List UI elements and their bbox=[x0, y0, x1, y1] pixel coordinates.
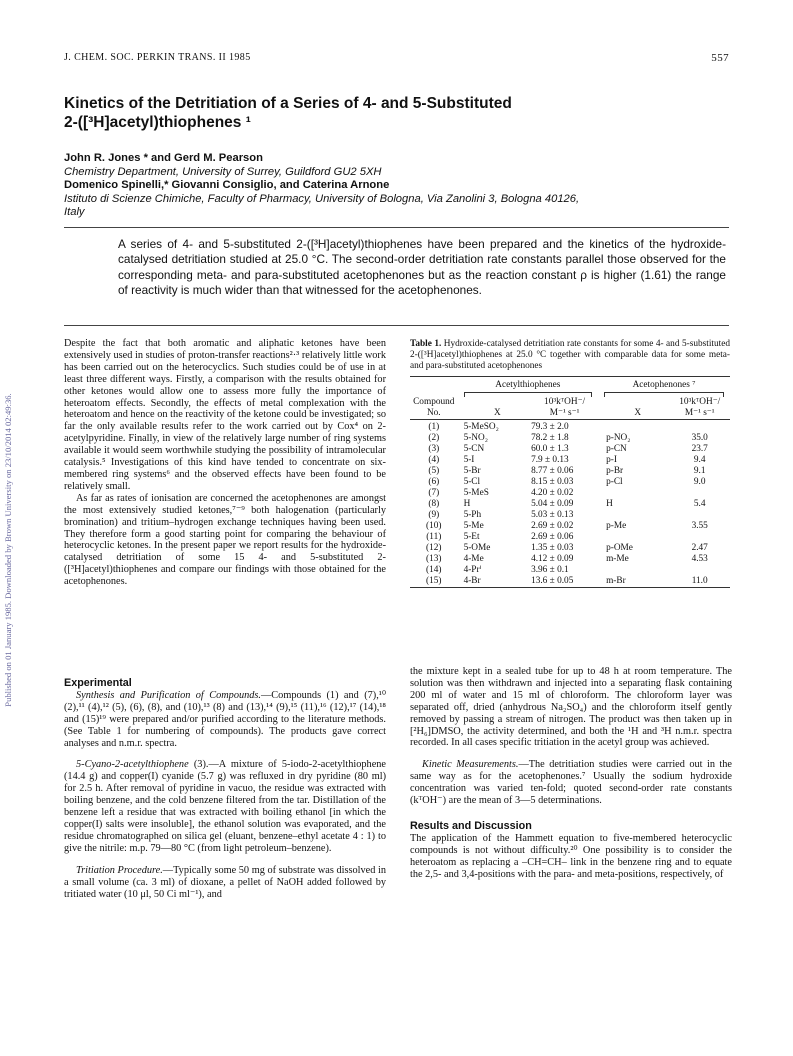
author-block bbox=[64, 152, 744, 220]
substituent: 5-Ph bbox=[463, 510, 482, 520]
rate-constant: 2.69 ± 0.06 bbox=[531, 532, 574, 542]
kinetic-subheading: Kinetic Measurements. bbox=[422, 759, 519, 771]
table-row bbox=[410, 510, 730, 521]
acetophenone-rate-constant: 5.4 bbox=[693, 499, 706, 509]
compound-number: (15) bbox=[426, 576, 442, 586]
results-paragraph: The application of the Hammett equation to five-membered heterocyclic compounds is not without difficulty.²⁰ One possibility is to consider the heteroatom as replacing a –CH=CH– link in the benzene ring and to equate the 2,5- and 3,4-positions with the para- and meta-positions, respectively, of bbox=[410, 832, 732, 880]
acetophenone-substituent: p-Br bbox=[606, 466, 624, 476]
acetophenone-substituent: m-Me bbox=[606, 554, 629, 564]
group-acetophenones: Acetophenones ⁷ bbox=[598, 377, 730, 398]
affiliation-2: Istituto di Scienze Chimiche, Faculty of Pharmacy, University of Bologna, Via Zanolini 3, Bologna 40126, bbox=[64, 192, 580, 205]
rate-constant: 7.9 ± 0.13 bbox=[531, 455, 569, 465]
tritiation-subheading: Tritiation Procedure. bbox=[76, 864, 163, 876]
acetophenone-rate-constant: 9.1 bbox=[693, 466, 706, 476]
rate-constant: 79.3 ± 2.0 bbox=[531, 422, 569, 432]
running-header bbox=[64, 52, 729, 66]
substituent: 5-NO₂ bbox=[463, 433, 488, 443]
table-row bbox=[410, 499, 730, 510]
compound-number: (14) bbox=[426, 565, 442, 575]
acetophenone-rate-constant: 11.0 bbox=[691, 576, 708, 586]
synthesis-paragraph: —Compounds (1) and (7),¹⁰ (2),¹¹ (4),¹² (5), (6), (8), and (10),¹³ (8) and (13),¹⁴ (9),¹⁵ (11),¹⁶ (12),¹⁷ (14),¹⁸ and (15)¹⁹ were prepared and/or purified according to the literature methods. (See Table 1 for numbering of compounds). The products gave correct analyses and n.m.r. spectra. bbox=[64, 689, 386, 749]
table-row bbox=[410, 532, 730, 543]
table-caption-label: Table 1. bbox=[410, 339, 442, 349]
rate-constant: 8.77 ± 0.06 bbox=[531, 466, 574, 476]
table-row bbox=[410, 543, 730, 554]
acetophenone-substituent bbox=[598, 422, 669, 433]
table-1 bbox=[410, 339, 730, 589]
authors-line-2: Domenico Spinelli,* Giovanni Consiglio, and Caterina Arnone bbox=[64, 179, 390, 192]
intro-section bbox=[64, 338, 386, 588]
authors-line-1: John R. Jones * and Gerd M. Pearson bbox=[64, 152, 263, 164]
table-row bbox=[410, 455, 730, 466]
compound-number: (9) bbox=[428, 510, 440, 520]
table-row bbox=[410, 565, 730, 576]
header-x: X bbox=[493, 408, 501, 418]
acetophenone-substituent: p-CN bbox=[606, 444, 627, 454]
substituent: 5-Cl bbox=[463, 477, 481, 487]
rate-constant: 3.96 ± 0.1 bbox=[531, 565, 569, 575]
table-row bbox=[410, 444, 730, 455]
compound-number: (13) bbox=[426, 554, 442, 564]
rate-constant: 5.03 ± 0.13 bbox=[531, 510, 574, 520]
acetophenone-substituent: p-I bbox=[606, 455, 617, 465]
download-watermark-text: Published on 01 January 1985. Downloaded by Brown University on 23/10/2014 02:49:36. bbox=[3, 393, 13, 707]
compound-number: (11) bbox=[426, 532, 442, 542]
substituent: 5-MeS bbox=[463, 488, 489, 498]
acetophenone-rate-constant bbox=[669, 532, 730, 543]
compound-number: (5) bbox=[428, 466, 440, 476]
substituent: 5-OMe bbox=[463, 543, 491, 553]
compound-number: (4) bbox=[428, 455, 440, 465]
download-watermark bbox=[2, 190, 14, 910]
table-caption-text: Hydroxide-catalysed detritiation rate constants for some 4- and 5-substituted 2-([³H]acetyl)thiophenes at 25.0 °C together with comparable data for some meta- and para-substituted acetophenones bbox=[410, 339, 730, 371]
article-title bbox=[64, 94, 704, 132]
rate-constant: 60.0 ± 1.3 bbox=[531, 444, 569, 454]
acetophenone-substituent: p-OMe bbox=[606, 543, 633, 553]
title-line-1: Kinetics of the Detritiation of a Series of 4- and 5-Substituted bbox=[64, 95, 512, 112]
tritiation-paragraph: —Typically some 50 mg of substrate was dissolved in a small volume (ca. 3 ml) of dioxane, a pellet of NaOH added followed by tritiated water (10 μl, 50 Ci ml⁻¹), and bbox=[64, 864, 386, 900]
acetophenone-rate-constant: 9.0 bbox=[693, 477, 706, 487]
title-line-2: 2-([³H]acetyl)thiophenes ¹ bbox=[64, 114, 251, 131]
divider-abstract bbox=[64, 325, 729, 326]
acetophenone-rate-constant: 9.4 bbox=[693, 455, 706, 465]
intro-paragraph-1: Despite the fact that both aromatic and aliphatic ketones have been extensively used in studies of proton-transfer reactions²·³ relatively little work has been carried out on the heterocyclics. Such studies could be of use in at least three different ways. Firstly, a comparison with the results obtained for other ketones would allow one to assess more fully the importance of heteroatom effects. Secondly, the effects of metal complexation with the heteroatom and hence on the reactivity of the ketone could be investigated; so far the only available results refer to the work carried out by Cox⁴ on 2-acetylpyridine. Finally, in view of the relatively large number of ring systems available it would seem worthwhile studying the possibility of intramolecular catalysis.⁵ Investigations of this kind have tended to concentrate on six-membered ring systems⁶ and the observed effects have been found to be relatively small. bbox=[64, 338, 386, 492]
acetophenone-rate-constant bbox=[669, 565, 730, 576]
intro-paragraph-2: As far as rates of ionisation are concerned the acetophenones are amongst the most extensively studied ketones,⁷⁻⁹ both halogenation (particularly bromination) and tritium–hydrogen exchange techniques having been used. They therefore form a good starting point for comparing the behaviour of heterocyclic ketones. In the present paper we report results for the hydroxide-catalysed detritiation of some 15 4- and 5-substituted 2-([³H]acetyl)thiophenes and compare our findings with those obtained for the acetophenones. bbox=[64, 492, 386, 588]
table-row bbox=[410, 422, 730, 433]
compound-number: (1) bbox=[428, 422, 440, 432]
synthesis-subheading: Synthesis and Purification of Compounds. bbox=[76, 689, 261, 701]
acetophenone-substituent: m-Br bbox=[606, 576, 626, 586]
substituent: 5-CN bbox=[463, 444, 485, 454]
page-number: 557 bbox=[711, 52, 729, 64]
acetophenone-rate-constant bbox=[669, 510, 730, 521]
rate-constant: 78.2 ± 1.8 bbox=[531, 433, 569, 443]
rate-constant-table bbox=[410, 376, 730, 589]
acetophenone-substituent: p-Cl bbox=[606, 477, 623, 487]
substituent: 5-Br bbox=[463, 466, 481, 476]
compound-number: (12) bbox=[426, 543, 442, 553]
substituent: 5-Me bbox=[463, 521, 484, 531]
acetophenone-rate-constant: 4.53 bbox=[691, 554, 708, 564]
acetophenone-substituent bbox=[598, 532, 669, 543]
substituent: 4-Me bbox=[463, 554, 484, 564]
compound-number: (6) bbox=[428, 477, 440, 487]
compound-number: (3) bbox=[428, 444, 440, 454]
abstract: A series of 4- and 5-substituted 2-([³H]acetyl)thiophenes have been prepared and the kinetics of the hydroxide-catalysed detritiation studied at 25.0 °C. The second-order detritiation rate constants parallel those observed for the corresponding meta- and para-substituted acetophenones but as the reaction constant ρ is higher (1.61) the range of reactivity is much wider than that witnessed for the acetophenones. bbox=[118, 237, 726, 298]
compound-number: (8) bbox=[428, 499, 440, 509]
table-row bbox=[410, 521, 730, 532]
substituent: 4-Prⁱ bbox=[463, 565, 482, 575]
compound-number: (2) bbox=[428, 433, 440, 443]
acetophenone-rate-constant bbox=[669, 488, 730, 499]
affiliation-1: Chemistry Department, University of Surrey, Guildford GU2 5XH bbox=[64, 165, 382, 178]
rate-constant: 4.12 ± 0.09 bbox=[531, 554, 574, 564]
table-row bbox=[410, 576, 730, 588]
acetophenone-substituent bbox=[598, 488, 669, 499]
results-heading: Results and Discussion bbox=[410, 819, 532, 832]
header-k2-unit: M⁻¹ s⁻¹ bbox=[684, 408, 715, 418]
tritiation-continued: the mixture kept in a sealed tube for up to 48 h at room temperature. The solution was then withdrawn and injected into a separating flask containing 200 ml of water and 15 ml of chloroform. The chloroform layer was separated off, dried (anhydrous Na₂SO₄) and the chloroform itself gently removed by passing a stream of nitrogen. The product was then taken up in [²H₆]DMSO, the activity determined, and both the ¹H and ³H n.m.r. spectra recorded. In all cases specific tritiation in the acetyl group was achieved. bbox=[410, 666, 732, 749]
table-row bbox=[410, 554, 730, 565]
group-acetylthiophenes: Acetylthiophenes bbox=[458, 377, 599, 398]
rate-constant: 13.6 ± 0.05 bbox=[531, 576, 574, 586]
header-compound: Compound bbox=[413, 397, 455, 407]
substituent: 5-Et bbox=[463, 532, 480, 542]
acetophenone-rate-constant: 2.47 bbox=[691, 543, 708, 553]
cyano-paragraph: (3).—A mixture of 5-iodo-2-acetylthiophene (14.4 g) and copper(I) cyanide (5.7 g) was refluxed in dry pyridine (80 ml) for 2.5 h. After removal of pyridine in vacuo, the residue was extracted with boiling benzene, and the cold benzene filtered from the tar. Distillation of the benzene left a residue that was extracted with boiling ethanol [in which the copper(I) salts were insoluble], the ethanol solution was evaporated, and the residue chromatographed on silica gel (eluant, benzene–ethyl acetate 4 : 1) to give the nitrile: m.p. 79—80 °C (from light petroleum–benzene). bbox=[64, 759, 386, 854]
header-k1-unit: M⁻¹ s⁻¹ bbox=[549, 408, 580, 418]
acetophenone-substituent bbox=[598, 565, 669, 576]
rate-constant: 8.15 ± 0.03 bbox=[531, 477, 574, 487]
affiliation-2-cont: Italy bbox=[64, 206, 85, 219]
acetophenone-rate-constant: 3.55 bbox=[691, 521, 708, 531]
kinetic-paragraph: —The detritiation studies were carried out in the same way as for the acetophenones.⁷ Usually the sodium hydroxide concentration was varied ten-fold; quoted second-order rate constants (kᵀOH⁻) are the mean of 3—5 determinations. bbox=[410, 759, 732, 807]
table-row bbox=[410, 466, 730, 477]
cyano-subheading: 5-Cyano-2-acetylthiophene bbox=[76, 759, 189, 771]
acetophenone-substituent bbox=[598, 510, 669, 521]
table-row bbox=[410, 433, 730, 444]
header-k1: 10³kᵀOH⁻/ bbox=[544, 397, 586, 407]
acetophenone-substituent: p-Me bbox=[606, 521, 627, 531]
header-no: No. bbox=[426, 408, 441, 418]
experimental-heading: Experimental bbox=[64, 677, 132, 689]
header-k2: 10³kᵀOH⁻/ bbox=[679, 397, 721, 407]
acetophenone-substituent: p-NO₂ bbox=[606, 433, 631, 443]
rate-constant: 4.20 ± 0.02 bbox=[531, 488, 574, 498]
right-column bbox=[410, 666, 732, 881]
substituent: H bbox=[463, 499, 471, 509]
compound-number: (10) bbox=[426, 521, 442, 531]
table-row bbox=[410, 477, 730, 488]
table-caption bbox=[410, 339, 730, 372]
journal-name: J. CHEM. SOC. PERKIN TRANS. II 1985 bbox=[64, 52, 251, 63]
rate-constant: 1.35 ± 0.03 bbox=[531, 543, 574, 553]
header-x2: X bbox=[634, 408, 642, 418]
acetophenone-rate-constant: 35.0 bbox=[691, 433, 708, 443]
acetophenone-rate-constant bbox=[669, 422, 730, 433]
divider-top bbox=[64, 227, 729, 228]
experimental-section bbox=[64, 678, 386, 900]
acetophenone-substituent: H bbox=[606, 499, 613, 509]
substituent: 5-MeSO₂ bbox=[463, 422, 499, 432]
table-row bbox=[410, 488, 730, 499]
substituent: 5-I bbox=[463, 455, 475, 465]
substituent: 4-Br bbox=[463, 576, 481, 586]
rate-constant: 5.04 ± 0.09 bbox=[531, 499, 574, 509]
compound-number: (7) bbox=[428, 488, 440, 498]
rate-constant: 2.69 ± 0.02 bbox=[531, 521, 574, 531]
acetophenone-rate-constant: 23.7 bbox=[691, 444, 708, 454]
